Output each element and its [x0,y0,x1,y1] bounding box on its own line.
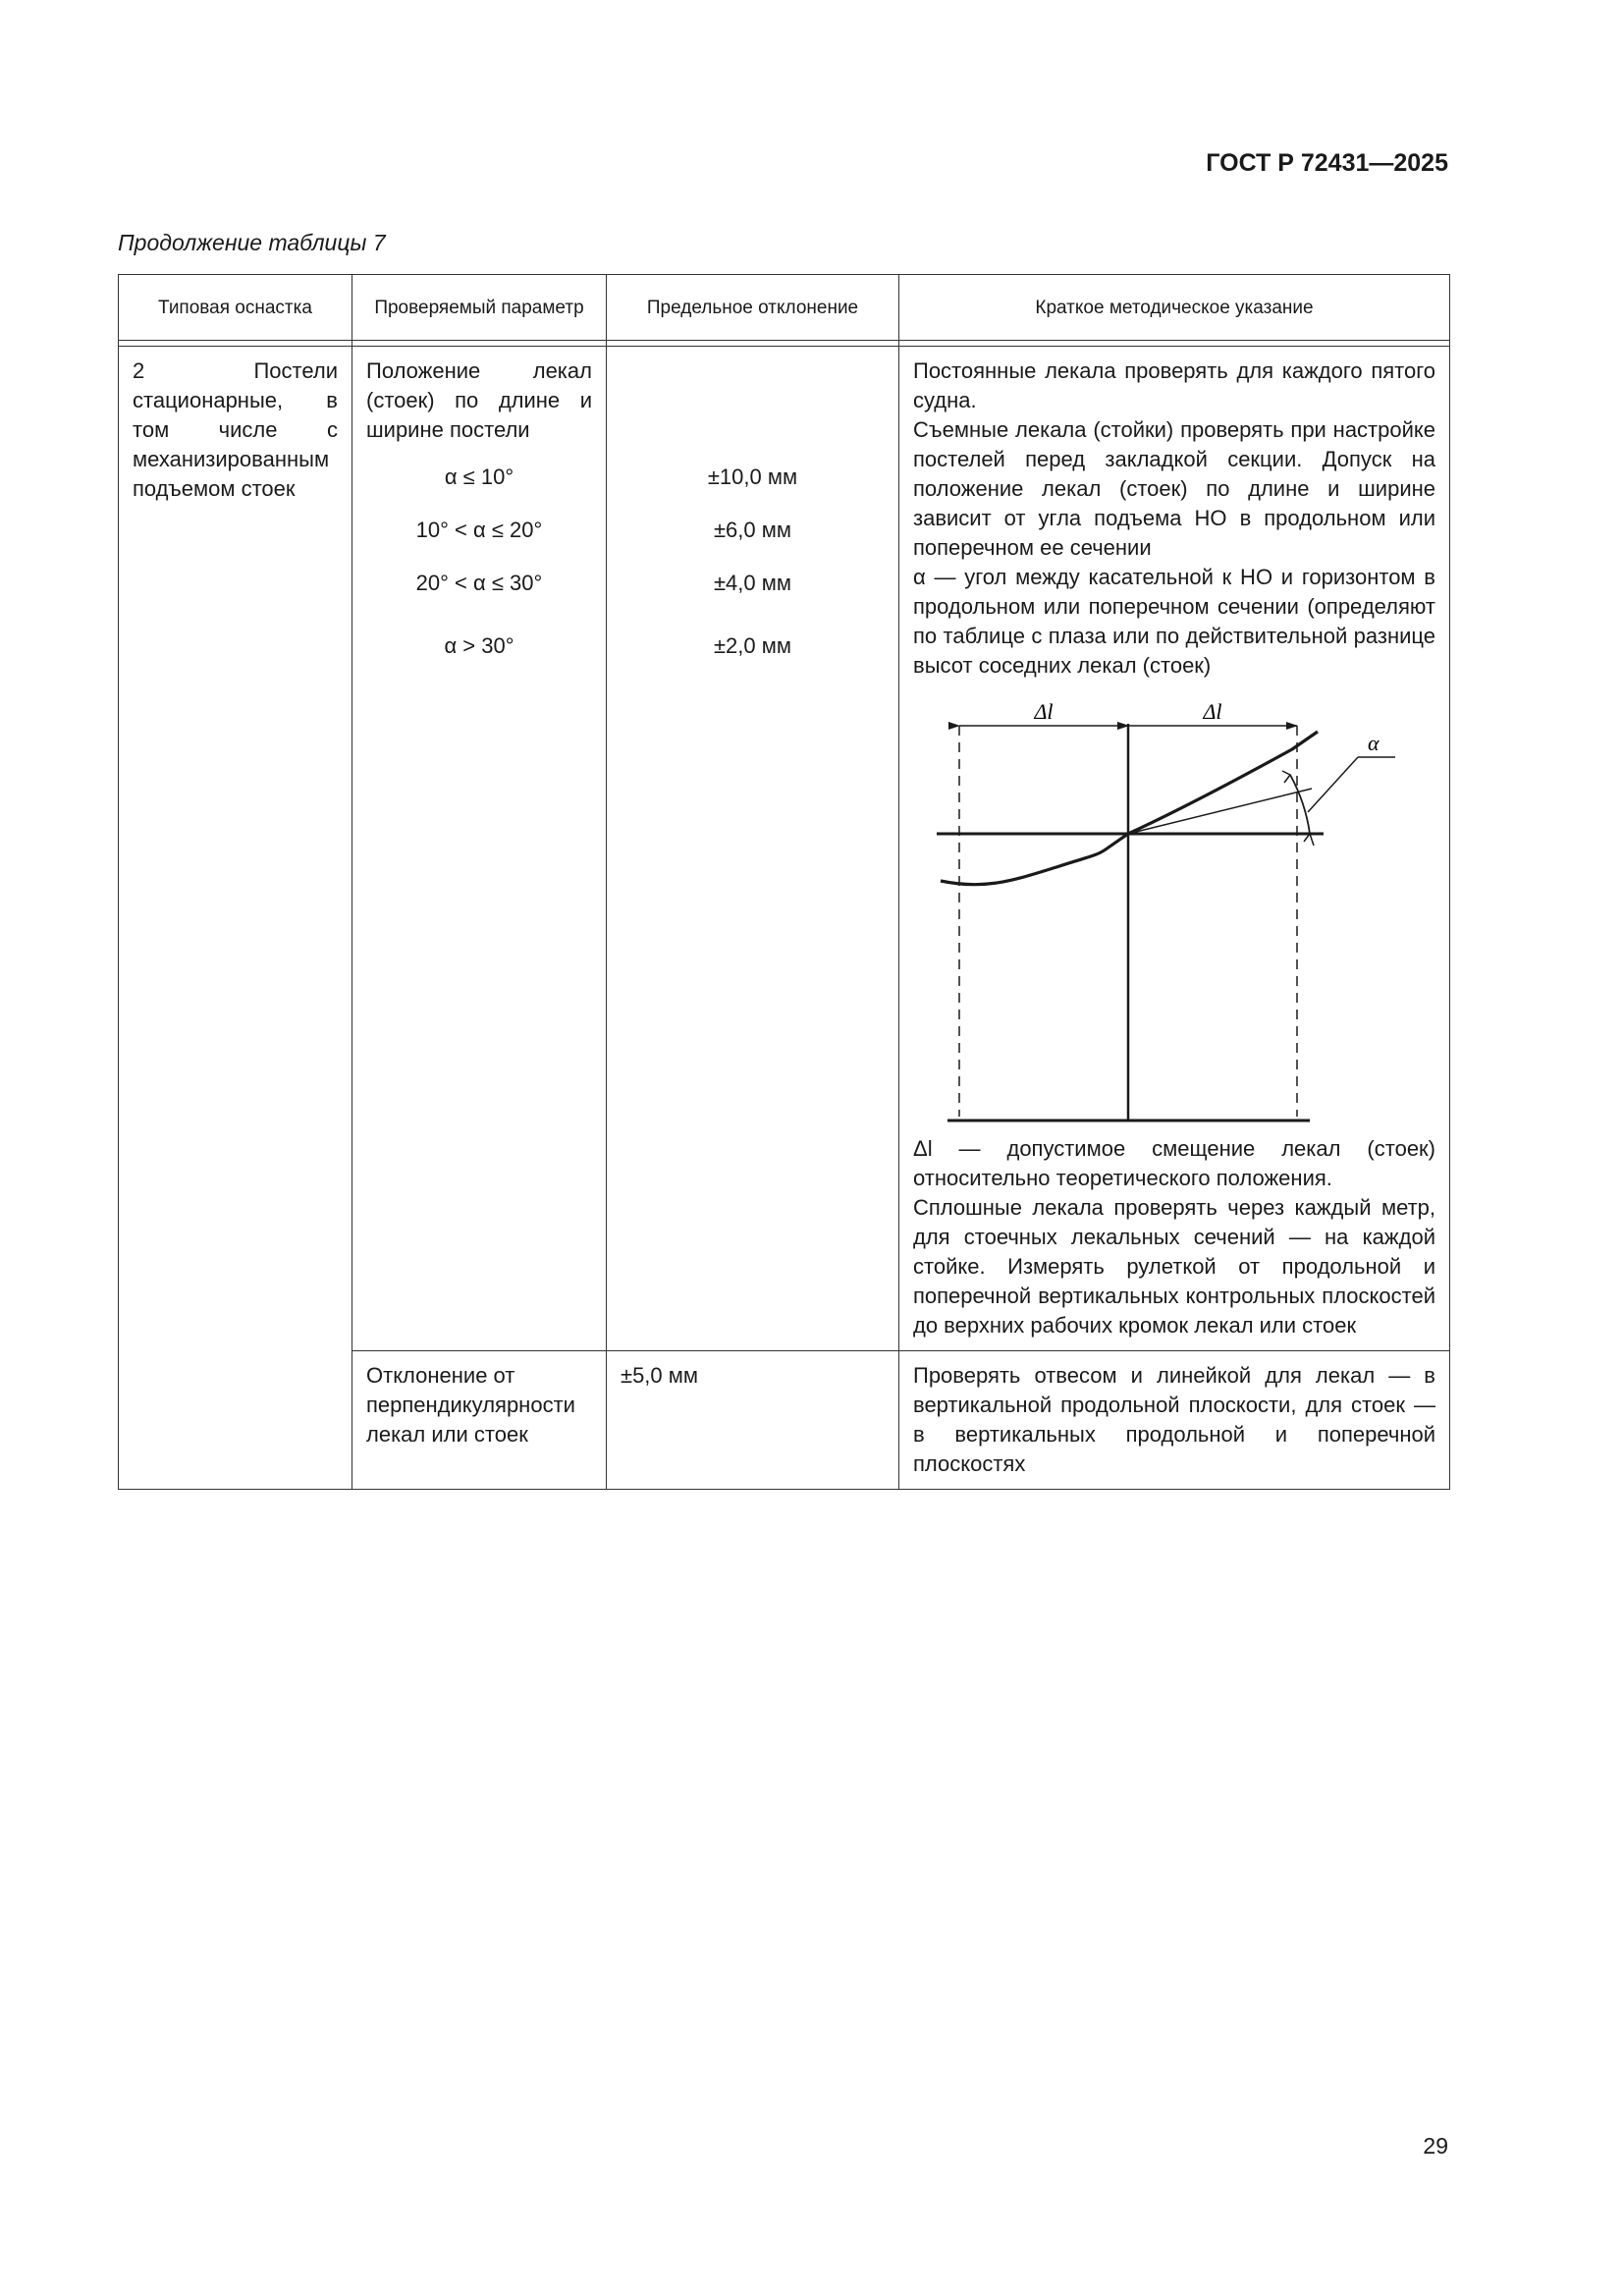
condition-4: α > 30° [444,633,514,658]
alpha-leader-line [1308,757,1358,812]
delta-label-left: Δl [1034,699,1054,724]
delta-label-right: Δl [1203,699,1222,724]
note-cell-2 [899,1351,1450,1490]
parameter-cell-2 [352,1351,607,1490]
note-after-paragraph-1: Δl — допустимое смещение лекал (стоек) относительно теоретического положения. [913,1136,1435,1190]
equipment-cell [119,347,352,1490]
note-paragraph-3: α — угол между касательной к НО и горизонтом в продольном или поперечном сечении (определяют по таблице с плаза или по действительной разнице высот соседних лекал (стоек) [913,565,1435,678]
tolerance-4: ±2,0 мм [713,633,792,658]
note-cell [899,347,1450,1351]
column-header-parameter: Проверяемый параметр [352,275,607,341]
tolerance-cell [607,347,899,1351]
tolerance-3: ±4,0 мм [713,571,792,595]
document-id: ГОСТ Р 72431—2025 [1206,149,1448,177]
equipment-text: 2 Постели стационарные, в том числе с механизированным подъемом стоек [133,358,338,501]
angle-arrow-bottom [1304,834,1314,846]
note-paragraph-1: Постоянные лекала проверять для каждого пятого судна. [913,358,1435,412]
alpha-label: α [1368,731,1380,755]
condition-3: 20° < α ≤ 30° [415,571,543,595]
parameter-cell [352,347,607,1351]
tolerance-2: ±6,0 мм [713,518,792,542]
specification-table [118,274,1450,1490]
parameter-text-2: Отклонение от перпендикулярности лекал или стоек [366,1363,575,1447]
note-text-2: Проверять отвесом и линейкой для лекал — в вертикальной продольной плоскости, для стоек — в вертикальных продольной и поперечной плоскостях [913,1363,1435,1476]
table-header-row [119,275,1450,341]
offset-diagram [899,694,1450,1126]
angle-arrow-top [1282,771,1290,783]
tolerance-text-2: ±5,0 мм [621,1363,699,1388]
page-number: 29 [1423,2133,1448,2159]
tolerance-1: ±10,0 мм [707,465,798,489]
parameter-text: Положение лекал (стоек) по длине и ширине постели [366,358,592,442]
angle-arc [1290,775,1310,834]
note-paragraph-2: Съемные лекала (стойки) проверять при настройке постелей перед закладкой секции. Допуск на положение лекал (стоек) по длине и ширине зависит от угла подъема НО в продольном или поперечном ее сечении [913,417,1435,560]
tolerance-cell-2 [607,1351,899,1490]
column-header-equipment: Типовая оснастка [119,275,352,341]
table-caption: Продолжение таблицы 7 [118,230,386,255]
column-header-note: Краткое методическое указание [899,275,1450,341]
condition-1: α ≤ 10° [444,465,514,489]
column-header-tolerance: Предельное отклонение [607,275,899,341]
table-row [119,347,1450,1351]
note-after-paragraph-2: Сплошные лекала проверять через каждый метр, для стоечных лекальных сечений — на каждой стойке. Измерять рулеткой от продольной и поперечной вертикальных контрольных плоскостей до верхних рабочих кромок лекал или стоек [913,1195,1435,1338]
condition-2: 10° < α ≤ 20° [415,518,543,542]
tangent-line [1128,789,1312,834]
